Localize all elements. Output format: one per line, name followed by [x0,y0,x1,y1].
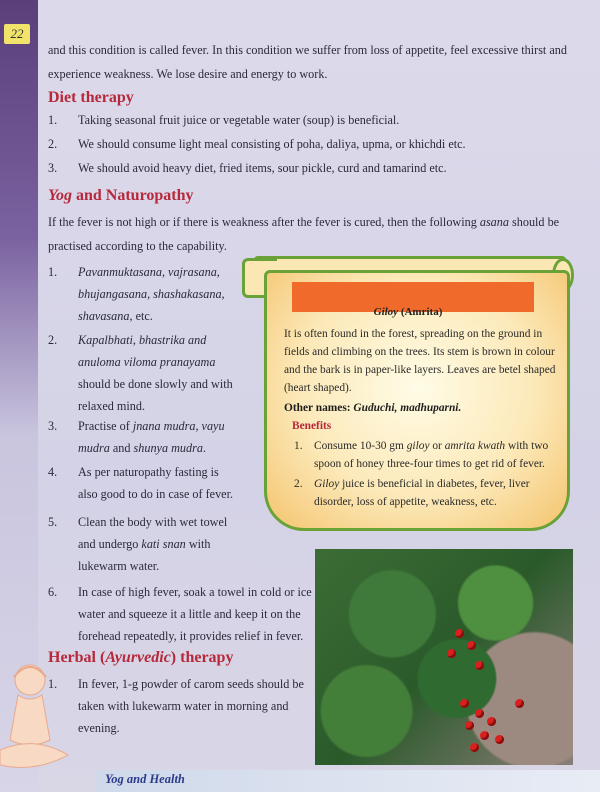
title-rest: (Amrita) [398,306,443,318]
text-part: If the fever is not high or if there is weakness after the fever is cured, then the following [48,215,480,229]
giloy-plant-photo [315,549,573,765]
heading-italic-part: Ayurvedic [105,649,171,666]
text-part: and undergo [78,537,142,551]
yog-item-line: As per naturopathy fasting is [78,465,219,479]
diet-therapy-heading: Diet therapy [48,89,134,106]
page-number: 22 [4,24,30,44]
intro-line-1: and this condition is called fever. In this condition we suffer from loss of appetite, feel excessive thirst and [48,43,567,57]
yog-item-number: 5. [48,515,58,529]
yog-item-line [78,304,153,328]
text-part: Consume 10-30 gm [314,440,407,452]
berry [475,709,484,718]
giloy-other-names [284,400,461,417]
heading-rest: and Naturopathy [72,187,194,204]
diet-item-number: 2. [48,137,58,151]
text-part: juice is beneficial in diabetes, fever, liver [339,478,530,490]
berry [467,641,476,650]
text-italic: kati snan [141,537,186,551]
yog-naturopathy-heading [48,186,194,206]
giloy-info-card [242,252,574,530]
benefit-line: spoon of honey three-four times to get rid of fever. [314,458,545,470]
yog-item-line: water and squeeze it a little and keep it on the [78,607,301,621]
text-italic: shavasana, [78,309,133,323]
herbal-therapy-heading [48,648,233,668]
giloy-desc-line: (heart shaped). [284,382,352,394]
benefits-label: Benefits [292,420,332,432]
benefit-line [314,476,530,493]
benefit-number: 1. [294,440,303,452]
herbal-item-line: In fever, 1-g powder of carom seeds should be [78,677,304,691]
berry [480,731,489,740]
diet-item-number: 1. [48,113,58,127]
berry [460,699,469,708]
heading-part: ) therapy [170,649,234,666]
text-italic: amrita kwath [444,440,506,452]
yog-item-line: should be done slowly and with [78,377,233,391]
diet-item-number: 3. [48,161,58,175]
diet-item-text: Taking seasonal fruit juice or vegetable water (soup) is beneficial. [78,113,400,127]
text-italic: Giloy [314,478,340,490]
herbal-item-line: evening. [78,721,120,735]
diet-item-text: We should avoid heavy diet, fried items, sour pickle, curd and tamarind etc. [78,161,447,175]
benefit-number: 2. [294,478,303,490]
berry [515,699,524,708]
child-meditating-illustration [0,655,70,775]
berry [455,629,464,638]
benefit-line: disorder, loss of appetite, weakness, etc. [314,496,497,508]
yog-item-line [78,436,206,460]
yog-item-line: Clean the body with wet towel [78,515,228,529]
text-part: Practise of [78,419,133,433]
yog-item-line: forehead repeatedly, it provides relief in fever. [78,629,304,643]
yog-item-number: 4. [48,465,58,479]
berry [487,717,496,726]
yog-item-line: bhujangasana, shashakasana, [78,287,225,301]
giloy-title [242,306,574,318]
diet-item-text: We should consume light meal consisting of poha, daliya, upma, or khichdi etc. [78,137,466,151]
yog-item-line: also good to do in case of fever. [78,487,234,501]
text-part: with two [505,440,549,452]
berry [447,649,456,658]
berry [465,721,474,730]
footer-title: Yog and Health [105,772,185,786]
yog-item-line [78,532,211,556]
other-names-label: Other names: [284,402,354,414]
heading-part: Herbal ( [48,649,106,666]
yog-item-number: 6. [48,585,58,599]
other-names-value: Guduchi, madhuparni. [353,402,462,414]
berry [495,735,504,744]
yog-item-line: Kapalbhati, bhastrika and [78,333,207,347]
text-part: and [109,441,134,455]
yog-item-line: relaxed mind. [78,399,146,413]
berry [475,661,484,670]
yog-item-number: 3. [48,419,58,433]
yog-item-line: anuloma viloma pranayama [78,355,216,369]
text-part: with [185,537,211,551]
yog-item-line: Pavanmuktasana, vajrasana, [78,265,220,279]
text-part: or [429,440,445,452]
yog-item-line: lukewarm water. [78,559,160,573]
text-part: should be [508,215,560,229]
heading-italic-part: Yog [48,187,72,204]
berry [470,743,479,752]
yog-item-number: 2. [48,333,58,347]
benefit-line [314,438,548,455]
text-part: etc. [132,309,153,323]
giloy-desc-line: fields and climbing on the trees. Its stem is brown in colour [284,346,555,358]
yog-intro-line-1 [48,210,559,234]
text-italic: asana [479,215,509,229]
text-italic: shunya mudra [133,441,203,455]
herbal-item-number: 1. [48,677,58,691]
text-italic: mudra [78,441,110,455]
herbal-item-line: taken with lukewarm water in morning and [78,699,289,713]
yog-item-number: 1. [48,265,58,279]
intro-line-2: experience weakness. We lose desire and energy to work. [48,67,328,81]
giloy-desc-line: and the bark is in paper-like layers. Leaves are betel shaped [284,364,556,376]
text-italic: jnana mudra, vayu [132,419,225,433]
yog-item-line [78,414,225,438]
giloy-desc-line: It is often found in the forest, spreading on the ground in [284,328,543,340]
title-italic: Giloy [373,306,399,318]
yog-intro-line-2: practised according to the capability. [48,239,227,253]
text-part: . [202,441,206,455]
yog-item-line: In case of high fever, soak a towel in cold or ice [78,585,312,599]
text-italic: giloy [406,440,430,452]
